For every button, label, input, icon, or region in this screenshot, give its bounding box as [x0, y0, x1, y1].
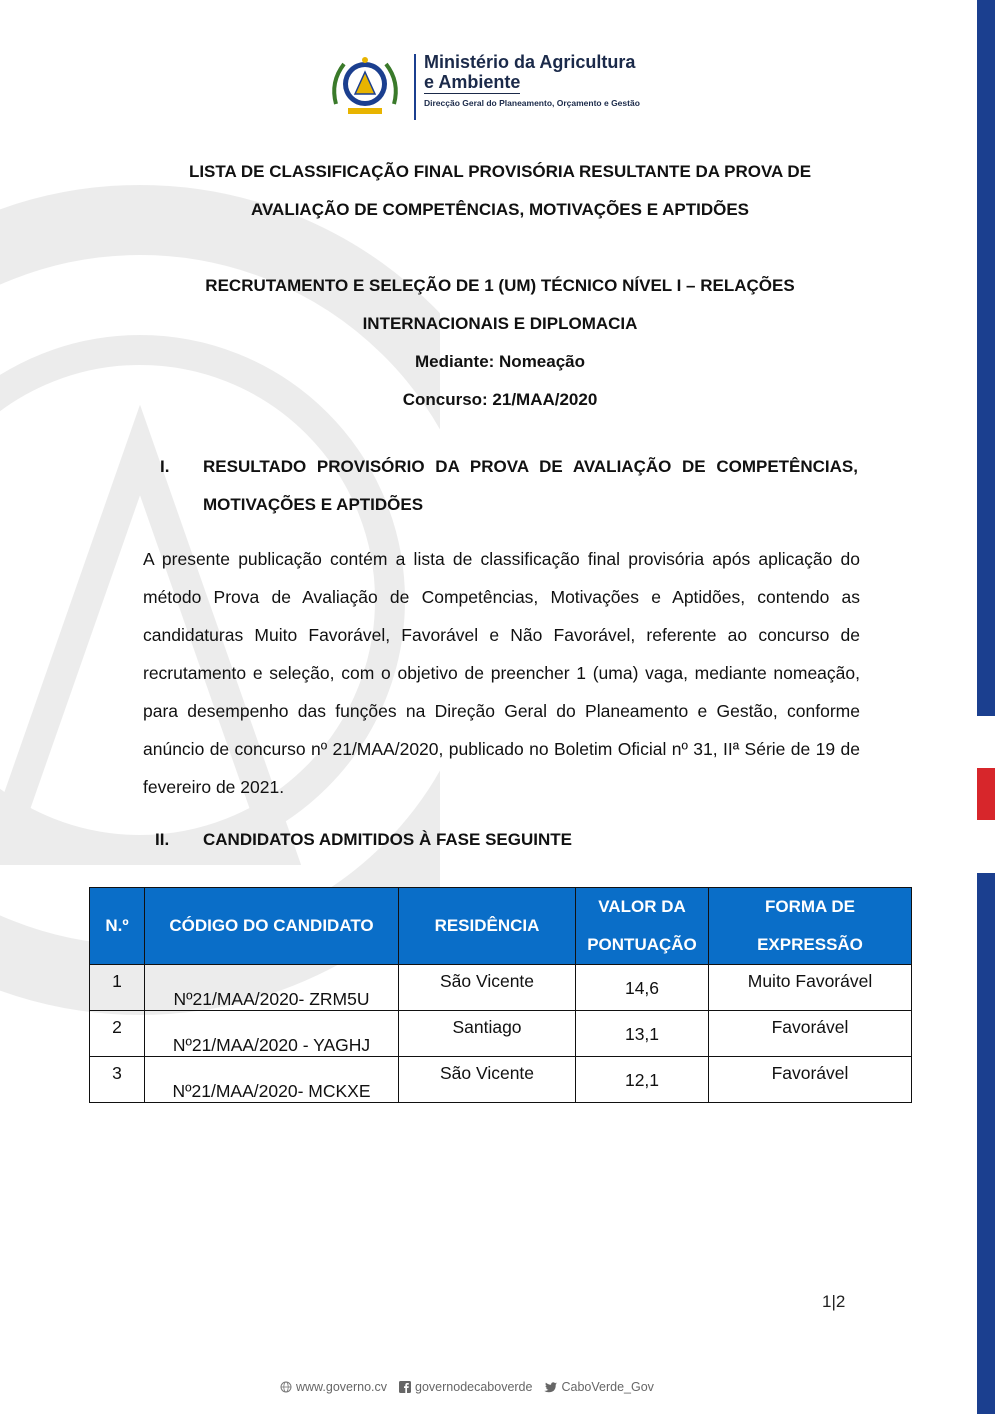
org-name	[424, 52, 640, 108]
table-row	[90, 1057, 912, 1103]
residence: São Vicente	[439, 971, 535, 991]
section2-title: CANDIDATOS ADMITIDOS À FASE SEGUINTE	[203, 830, 572, 849]
expression: Favorável	[771, 1063, 849, 1083]
coat-of-arms-icon	[326, 52, 404, 122]
residence: Santiago	[452, 1017, 522, 1037]
header-divider	[414, 54, 416, 120]
document-title-line1: LISTA DE CLASSIFICAÇÃO FINAL PROVISÓRIA RESULTANTE DA PROVA DE	[188, 162, 812, 181]
header-score: VALOR DA PONTUAÇÃO	[576, 888, 709, 965]
header-residence: RESIDÊNCIA	[399, 888, 576, 965]
side-bar-red	[977, 768, 995, 820]
cell-code	[145, 965, 399, 1011]
cell-residence	[399, 1057, 576, 1103]
subtitle-contest: Concurso: 21/MAA/2020	[402, 390, 598, 409]
candidates-table	[89, 887, 912, 1103]
cell-code	[145, 1011, 399, 1057]
subtitle-line2: INTERNACIONAIS E DIPLOMACIA	[362, 314, 638, 333]
header-candidate-code: CÓDIGO DO CANDIDATO	[145, 888, 399, 965]
document-title-line2: AVALIAÇÃO DE COMPETÊNCIAS, MOTIVAÇÕES E APTIDÕES	[250, 200, 750, 219]
cell-score	[576, 965, 709, 1011]
expression: Muito Favorável	[747, 971, 873, 991]
residence: São Vicente	[439, 1063, 535, 1083]
score: 13,1	[624, 1024, 660, 1044]
cell-number	[90, 965, 145, 1011]
score: 14,6	[624, 978, 660, 998]
section1-number: I.	[160, 457, 170, 476]
twitter-icon	[544, 1382, 557, 1393]
candidate-code: Nº21/MAA/2020 - YAGHJ	[172, 1035, 371, 1055]
cell-residence	[399, 965, 576, 1011]
footer	[280, 1380, 654, 1394]
cell-score	[576, 1011, 709, 1057]
score: 12,1	[624, 1070, 660, 1090]
body-paragraph: A presente publicação contém a lista de classificação final provisória após aplicação do método Prova de Avaliação de Competências, Motivações e Aptidões, contendo as candidaturas Muito Favorável, Favorável e Não Favorável, referente ao concurso de recrutamento e seleção, com o objetivo de preencher 1 (uma) vaga, mediante nomeação, para desempenho das funções na Direção Geral do Planeamento e Gestão, conforme anúncio de concurso nº 21/MAA/2020, publicado no Boletim Oficial nº 31, IIª Série de 19 de fevereiro de 2021.	[143, 549, 860, 797]
header-expression: FORMA DE EXPRESSÃO	[709, 888, 912, 965]
expression: Favorável	[771, 1017, 849, 1037]
org-department: Direcção Geral do Planeamento, Orçamento e Gestão	[424, 98, 640, 108]
row-number: 2	[112, 1017, 122, 1037]
footer-facebook[interactable]: governodecaboverde	[415, 1380, 533, 1394]
cell-residence	[399, 1011, 576, 1057]
table-row	[90, 965, 912, 1011]
cell-score	[576, 1057, 709, 1103]
section1-title: RESULTADO PROVISÓRIO DA PROVA DE AVALIAÇÃO DE COMPETÊNCIAS, MOTIVAÇÕES E APTIDÕES	[203, 457, 858, 514]
org-name-line1: Ministério da Agricultura	[424, 52, 636, 72]
candidate-code: Nº21/MAA/2020- ZRM5U	[173, 989, 370, 1009]
header-number: N.º	[90, 888, 145, 965]
cell-expression	[709, 1011, 912, 1057]
row-number: 1	[112, 971, 122, 991]
footer-twitter[interactable]: CaboVerde_Gov	[561, 1380, 654, 1394]
cell-expression	[709, 965, 912, 1011]
subtitle-mode: Mediante: Nomeação	[414, 352, 586, 371]
cell-expression	[709, 1057, 912, 1103]
footer-website[interactable]: www.governo.cv	[296, 1380, 388, 1394]
candidate-code: Nº21/MAA/2020- MCKXE	[172, 1081, 371, 1101]
row-number: 3	[112, 1063, 122, 1083]
table-header-row	[90, 888, 912, 965]
side-bar-blue-bottom	[977, 873, 995, 1414]
section2-number: II.	[155, 830, 170, 849]
facebook-icon	[399, 1381, 411, 1393]
side-bar-blue-top	[977, 0, 995, 716]
subtitle-line1: RECRUTAMENTO E SELEÇÃO DE 1 (UM) TÉCNICO NÍVEL I – RELAÇÕES	[205, 276, 795, 295]
page-number: 1|2	[822, 1292, 846, 1311]
org-name-line2: e Ambiente	[424, 72, 521, 92]
cell-code	[145, 1057, 399, 1103]
globe-icon	[280, 1381, 292, 1393]
table-row	[90, 1011, 912, 1057]
cell-number	[90, 1011, 145, 1057]
ministry-header	[326, 52, 640, 122]
cell-number	[90, 1057, 145, 1103]
